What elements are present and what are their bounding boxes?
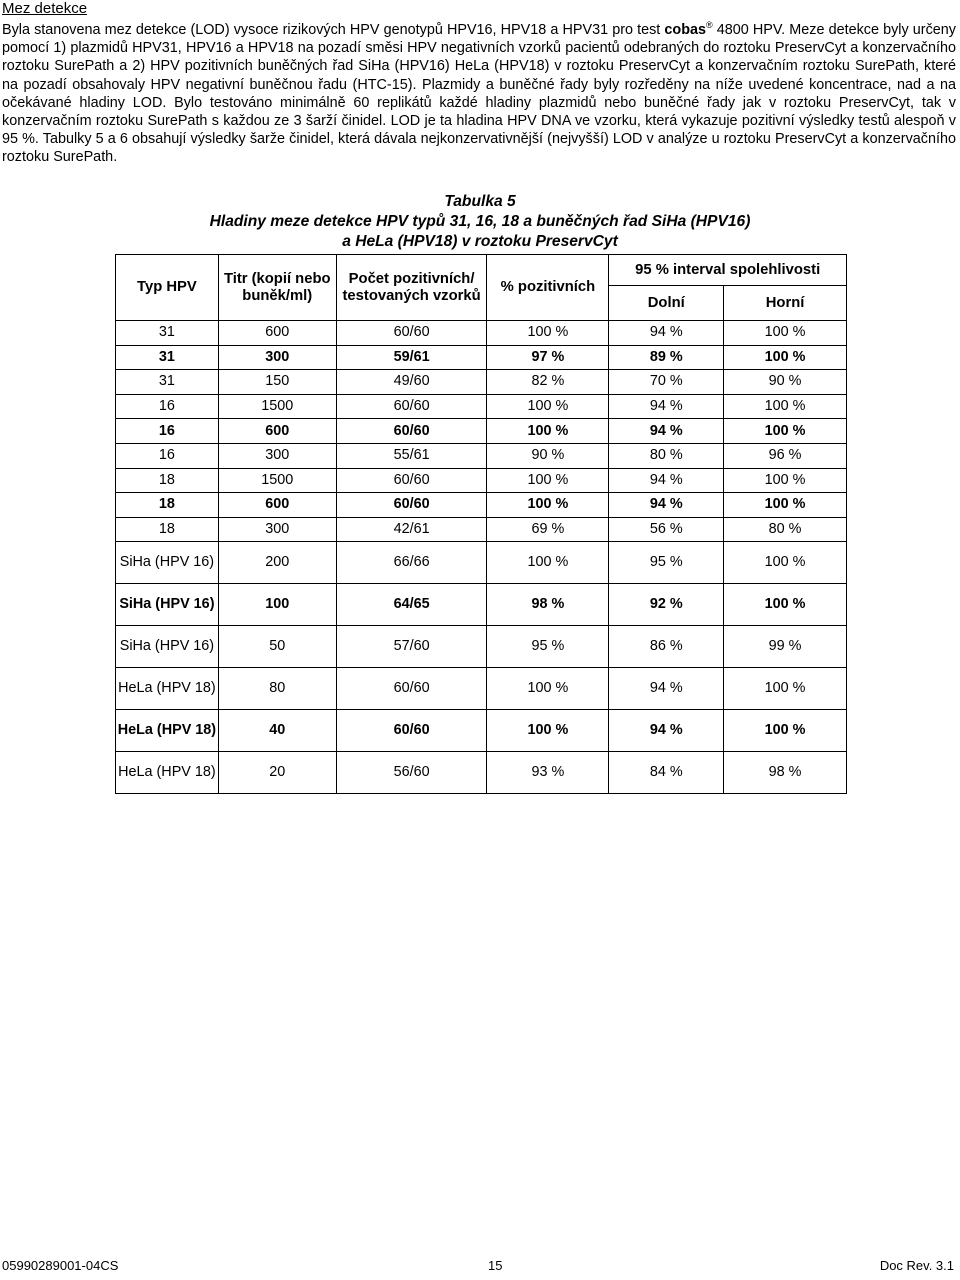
cell-ci-lower: 94 % <box>609 710 724 752</box>
cell-percent-positive: 100 % <box>487 710 609 752</box>
cell-percent-positive: 82 % <box>487 370 609 395</box>
cell-positive-count: 60/60 <box>336 321 487 346</box>
cell-titer: 40 <box>218 710 336 752</box>
cell-hpv-type: SiHa (HPV 16) <box>116 584 219 626</box>
cell-percent-positive: 93 % <box>487 752 609 794</box>
header-positive-count: Počet pozitivních/ testovaných vzorků <box>336 255 487 321</box>
cell-hpv-type: SiHa (HPV 16) <box>116 626 219 668</box>
document-revision: Doc Rev. 3.1 <box>879 1258 954 1273</box>
table-row <box>116 752 847 794</box>
cell-titer: 50 <box>218 626 336 668</box>
cell-positive-count: 60/60 <box>336 710 487 752</box>
cell-titer: 300 <box>218 517 336 542</box>
cell-ci-upper: 100 % <box>724 710 847 752</box>
cell-positive-count: 60/60 <box>336 668 487 710</box>
cell-percent-positive: 90 % <box>487 443 609 468</box>
cell-ci-lower: 94 % <box>609 394 724 419</box>
cell-titer: 600 <box>218 419 336 444</box>
table-number: Tabulka 5 <box>444 193 516 210</box>
table-row <box>116 419 847 444</box>
cell-ci-lower: 80 % <box>609 443 724 468</box>
header-confidence-interval: 95 % interval spolehlivosti <box>609 255 847 286</box>
cell-hpv-type: HeLa (HPV 18) <box>116 752 219 794</box>
table-row <box>116 517 847 542</box>
cell-ci-upper: 100 % <box>724 493 847 518</box>
header-hpv-type: Typ HPV <box>116 255 219 321</box>
cell-percent-positive: 100 % <box>487 542 609 584</box>
cell-ci-lower: 84 % <box>609 752 724 794</box>
table-row <box>116 710 847 752</box>
table-body <box>116 321 847 794</box>
cell-ci-upper: 100 % <box>724 321 847 346</box>
cell-titer: 1500 <box>218 468 336 493</box>
cell-ci-upper: 98 % <box>724 752 847 794</box>
document-number: 05990289001-04CS <box>2 1258 119 1273</box>
cell-ci-upper: 100 % <box>724 584 847 626</box>
cell-positive-count: 60/60 <box>336 394 487 419</box>
cell-hpv-type: 16 <box>116 394 219 419</box>
cell-positive-count: 60/60 <box>336 468 487 493</box>
cell-percent-positive: 69 % <box>487 517 609 542</box>
brand-name: cobas <box>664 22 707 38</box>
cell-ci-lower: 94 % <box>609 321 724 346</box>
table-row <box>116 626 847 668</box>
cell-ci-lower: 94 % <box>609 419 724 444</box>
table-caption <box>0 192 960 252</box>
table-row <box>116 321 847 346</box>
cell-titer: 150 <box>218 370 336 395</box>
cell-positive-count: 57/60 <box>336 626 487 668</box>
cell-titer: 20 <box>218 752 336 794</box>
cell-ci-upper: 100 % <box>724 468 847 493</box>
cell-percent-positive: 97 % <box>487 345 609 370</box>
cell-hpv-type: 18 <box>116 468 219 493</box>
cell-ci-lower: 94 % <box>609 668 724 710</box>
table-row <box>116 542 847 584</box>
table-row <box>116 345 847 370</box>
cell-ci-upper: 90 % <box>724 370 847 395</box>
cell-ci-upper: 100 % <box>724 394 847 419</box>
cell-ci-lower: 95 % <box>609 542 724 584</box>
cell-percent-positive: 100 % <box>487 493 609 518</box>
table-row <box>116 394 847 419</box>
cell-positive-count: 42/61 <box>336 517 487 542</box>
cell-percent-positive: 100 % <box>487 321 609 346</box>
lod-table <box>115 254 847 794</box>
cell-hpv-type: 31 <box>116 370 219 395</box>
section-heading: Mez detekce <box>2 0 88 17</box>
cell-titer: 80 <box>218 668 336 710</box>
cell-ci-lower: 89 % <box>609 345 724 370</box>
intro-text-start: Byla stanovena mez detekce (LOD) vysoce rizikových HPV genotypů HPV16, HPV18 a HPV31 pro test <box>2 22 665 38</box>
cell-ci-upper: 100 % <box>724 419 847 444</box>
header-titer: Titr (kopií nebo buněk/ml) <box>218 255 336 321</box>
page-number: 15 <box>488 1258 503 1273</box>
cell-ci-upper: 99 % <box>724 626 847 668</box>
cell-positive-count: 55/61 <box>336 443 487 468</box>
cell-percent-positive: 100 % <box>487 668 609 710</box>
intro-text-rest: 4800 HPV. Meze detekce byly určeny pomocí 1) plazmidů HPV31, HPV16 a HPV18 na pozadí směsi HPV negativních vzorků pacientů odebraných do roztoku PreservCyt a konzervačního roztoku SurePath a 2) HPV pozitivních buněčných řad SiHa (HPV16) HeLa (HPV18) v roztoku PreservCyt a konzervačním roztoku SurePath, které na pozadí obsahovaly HPV negativní buněčnou řadu (HTC-15). Plazmidy a buněčné řady byly rozředěny na níže uvedené koncentrace, nad a na očekávané hladiny LOD. Bylo testováno minimálně 60 replikátů každé hladiny plazmidů nebo buněčné řady jak v roztoku PreservCyt, tak v konzervačním roztoku SurePath s každou ze 3 šarží činidel. LOD je ta hladina HPV DNA ve vzorku, která vykazuje pozitivní výsledky testů alespoň v 95 %. Tabulky 5 a 6 obsahují výsledky šarže činidel, která dávala nejkonzervativnější (nejvyšší) LOD v analýze u roztoku PreservCyt a konzervačního roztoku SurePath. <box>2 22 956 166</box>
cell-titer: 300 <box>218 345 336 370</box>
intro-paragraph <box>2 21 956 167</box>
table-row <box>116 584 847 626</box>
cell-hpv-type: 18 <box>116 517 219 542</box>
cell-hpv-type: HeLa (HPV 18) <box>116 710 219 752</box>
cell-ci-upper: 80 % <box>724 517 847 542</box>
table-row <box>116 668 847 710</box>
cell-hpv-type: 16 <box>116 419 219 444</box>
cell-hpv-type: 16 <box>116 443 219 468</box>
cell-ci-upper: 96 % <box>724 443 847 468</box>
cell-hpv-type: SiHa (HPV 16) <box>116 542 219 584</box>
cell-ci-lower: 92 % <box>609 584 724 626</box>
cell-positive-count: 60/60 <box>336 419 487 444</box>
table-row <box>116 493 847 518</box>
registered-mark: ® <box>706 20 713 31</box>
cell-hpv-type: 18 <box>116 493 219 518</box>
cell-positive-count: 66/66 <box>336 542 487 584</box>
cell-ci-lower: 94 % <box>609 468 724 493</box>
cell-positive-count: 49/60 <box>336 370 487 395</box>
cell-percent-positive: 100 % <box>487 468 609 493</box>
cell-positive-count: 59/61 <box>336 345 487 370</box>
cell-ci-lower: 86 % <box>609 626 724 668</box>
cell-hpv-type: 31 <box>116 345 219 370</box>
cell-ci-lower: 56 % <box>609 517 724 542</box>
cell-ci-lower: 70 % <box>609 370 724 395</box>
cell-ci-lower: 94 % <box>609 493 724 518</box>
cell-titer: 100 <box>218 584 336 626</box>
cell-percent-positive: 100 % <box>487 419 609 444</box>
cell-percent-positive: 95 % <box>487 626 609 668</box>
cell-titer: 300 <box>218 443 336 468</box>
cell-hpv-type: 31 <box>116 321 219 346</box>
cell-ci-upper: 100 % <box>724 542 847 584</box>
table-row <box>116 443 847 468</box>
cell-hpv-type: HeLa (HPV 18) <box>116 668 219 710</box>
cell-positive-count: 60/60 <box>336 493 487 518</box>
header-percent-positive: % pozitivních <box>487 255 609 321</box>
cell-percent-positive: 100 % <box>487 394 609 419</box>
cell-titer: 600 <box>218 321 336 346</box>
header-lower: Dolní <box>609 286 724 321</box>
header-upper: Horní <box>724 286 847 321</box>
table-title-line-1: Hladiny meze detekce HPV typů 31, 16, 18 a buněčných řad SiHa (HPV16) <box>209 213 751 230</box>
cell-percent-positive: 98 % <box>487 584 609 626</box>
table-row <box>116 370 847 395</box>
cell-positive-count: 56/60 <box>336 752 487 794</box>
cell-ci-upper: 100 % <box>724 345 847 370</box>
table-row <box>116 468 847 493</box>
table-title-line-2: a HeLa (HPV18) v roztoku PreservCyt <box>342 233 618 250</box>
cell-ci-upper: 100 % <box>724 668 847 710</box>
cell-titer: 600 <box>218 493 336 518</box>
cell-titer: 200 <box>218 542 336 584</box>
cell-titer: 1500 <box>218 394 336 419</box>
cell-positive-count: 64/65 <box>336 584 487 626</box>
